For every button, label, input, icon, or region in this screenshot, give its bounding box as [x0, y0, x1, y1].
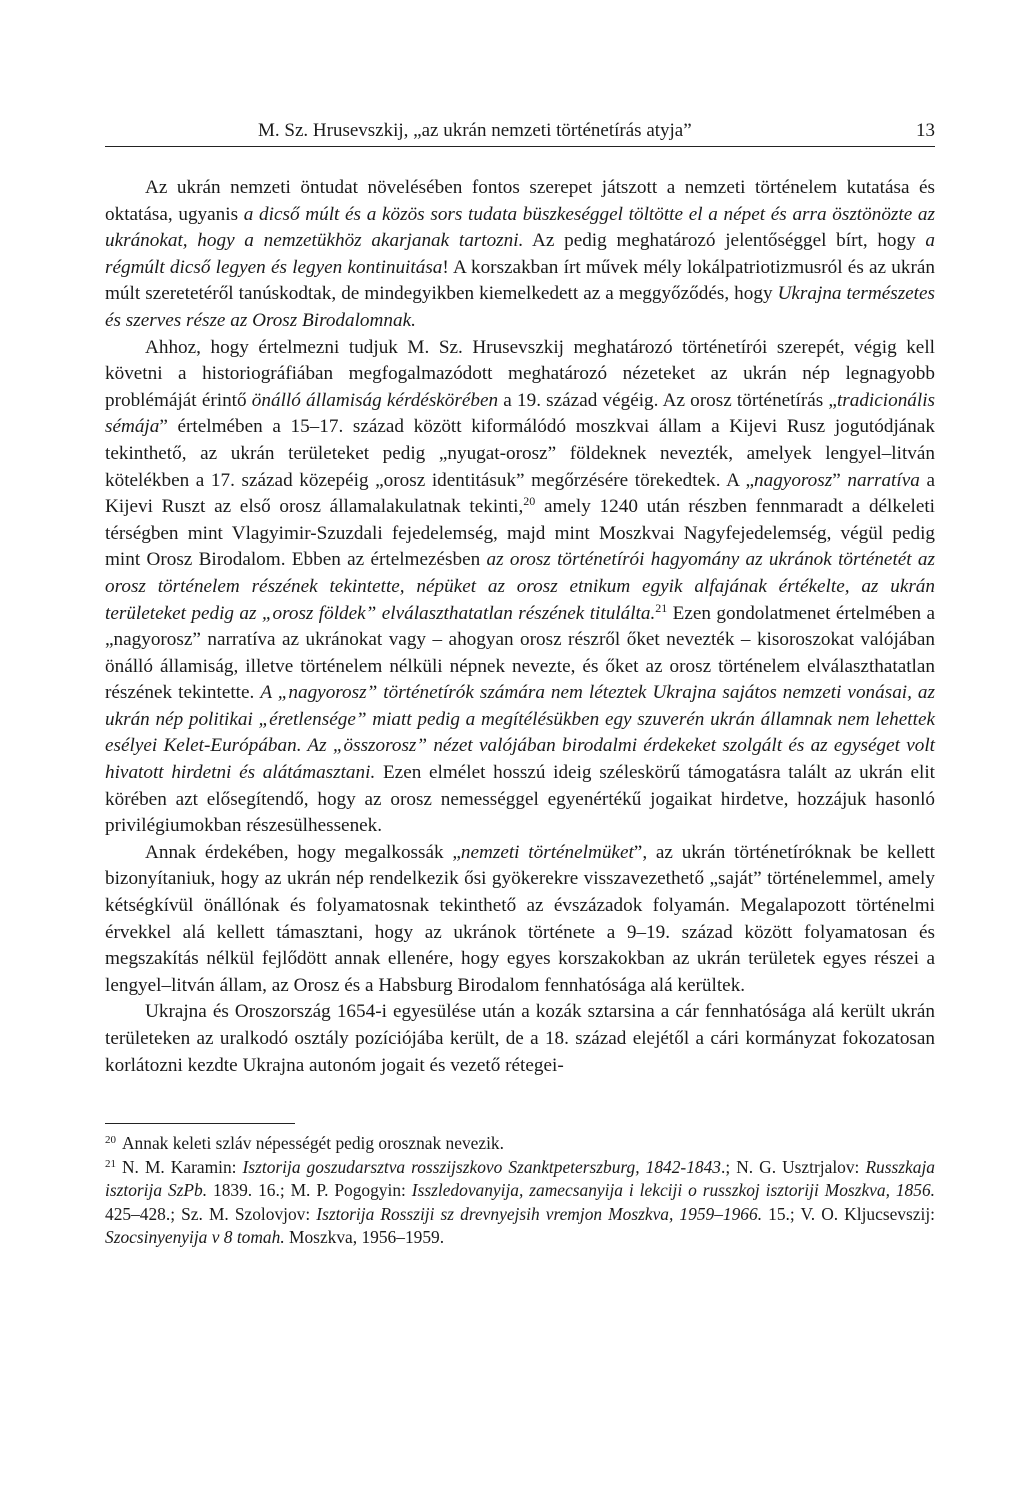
text-run: 1839. 16.; M. P. Pogogyin: — [207, 1180, 412, 1201]
italic-text: Isszledovanyija, zamecsanyija i lekciji o russzkoj isztoriji Moszkva, 1856. — [411, 1180, 935, 1201]
text-run: 425–428.; Sz. M. Szolovjov: — [105, 1203, 317, 1224]
text-run: Ukrajna és Oroszország 1654-i egyesülése után a kozák sztarsina a cár fennhatósága alá került ukrán területeken az uralkodó osztály pozíciójába került, de a 18. század elejétől a cári kormányzat fokozatosan korlátozni kezdte Ukrajna autonóm jogait és vezető rétegei- — [105, 1001, 935, 1076]
italic-text: Szocsinyenyija v 8 tomah. — [105, 1227, 285, 1248]
text-run: a 19. század végéig. Az orosz történetírás „ — [498, 389, 837, 411]
body-text — [105, 175, 935, 1079]
text-run: Az ukrán nemzeti öntudat növelésében fontos szerepet játszott a nemzeti történelem kutatása és oktatása, ugyanis — [105, 177, 935, 225]
text-run: Annak keleti szláv népességét pedig orosznak nevezik. — [122, 1133, 504, 1154]
footnote — [105, 1156, 935, 1250]
italic-text: narratíva — [847, 469, 920, 491]
footnote — [105, 1132, 935, 1156]
footnote-ref: 21 — [655, 600, 668, 615]
text-run: Az pedig meghatározó jelentőséggel bírt, hogy — [523, 230, 926, 252]
text-run: a Kijevi Ruszt az első orosz államalakulatnak tekinti, — [105, 469, 935, 518]
text-run: Annak érdekében, hogy megalkossák „ — [145, 841, 461, 863]
italic-text: tradicionális sémája — [105, 389, 936, 438]
text-run: ” — [832, 469, 848, 491]
footnote-ref: 20 — [523, 494, 536, 509]
text-run: N. M. Karamin: — [122, 1156, 243, 1177]
paragraph — [105, 335, 935, 840]
text-run: ”, az ukrán történetíróknak be kellett bizonyítaniuk, hogy az ukrán nép rendelkezik ősi gyökerekre visszavezethető „saját” történelemmel, amely kétségkívül önállónak és folyamatosnak tekinthető az évszázadok folyamán. Megalapozott történelmi érvekkel alá kellett támasztani, hogy az ukránok története a 9–19. század között folyamatosan és megszakítás nélkül fejlődött annak ellenére, hogy egyes korszakokban az ukrán területek egyes részei a lengyel–litván állam, az Orosz és a Habsburg Birodalom fennhatósága alá kerültek. — [105, 841, 935, 996]
text-run: ! A korszakban írt művek mély lokálpatriotizmusról és az ukrán múlt szeretetéről tanúskodtak, de mindegyikben kiemelkedett az a meggyőződés, hogy — [105, 256, 935, 305]
italic-text: önálló államiság kérdéskörében — [251, 389, 499, 411]
text-run: Ahhoz, hogy értelmezni tudjuk M. Sz. Hrusevszkij meghatározó történetírói szerepét, végig kell követni a historiográfiában megfogalmazódott meghatározó nézeteket az ukrán nép legnagyobb problémáját érintő — [105, 336, 935, 411]
text-run: .; N. G. Usztrjalov: — [720, 1156, 866, 1177]
italic-text: Isztorija goszudarsztva rosszijszkovo Szanktpeterszburg, 1842-1843 — [242, 1156, 721, 1177]
paragraph — [105, 840, 935, 1000]
running-title: M. Sz. Hrusevszkij, „az ukrán nemzeti történetírás atyja” — [258, 120, 692, 141]
paragraph — [105, 175, 935, 335]
book-page — [105, 112, 935, 1250]
italic-text: a régmúlt dicső legyen és legyen kontinuitása — [105, 230, 935, 278]
footnotes — [105, 1132, 935, 1250]
text-run: Ezen elmélet hosszú ideig széleskörű támogatásra talált az ukrán elit körében azt elősegítendő, hogy az orosz nemességgel egyenértékű jogaikat hirdetve, hozzájuk hasonló privilégiumokban részesülhessenek. — [105, 762, 935, 837]
page-number: 13 — [916, 120, 935, 141]
italic-text: a dicső múlt és a közös sors tudata büszkeséggel töltötte el a népet és arra ösztönözte az ukránokat, hogy a nemzetükhöz akarjanak tartozni. — [105, 203, 935, 252]
footnote-ref: 21 — [105, 1157, 116, 1170]
italic-text: nagyorosz — [754, 469, 833, 491]
italic-text: A „nagyorosz” történetírók számára nem léteztek Ukrajna sajátos nemzeti vonásai, az ukrán nép politikai „éretlensége” miatt pedig a megítélésükben egy szuverén ukrán államnak nem lehettek esélyei Kelet-Európában. Az „összorosz” nézet valójában birodalmi érdekeket szolgált és az egységet volt hivatott hirdetni és alátámasztani. — [105, 682, 935, 784]
text-run: amely 1240 után részben fennmaradt a délkeleti térségben mint Vlagyimir-Szuzdali fejedelemség, majd mint Moszkvai Nagyfejedelemség, végül pedig mint Orosz Birodalom. Ebben az értelmezésben — [105, 496, 936, 571]
text-run: 15.; V. O. Kljucsevszij: — [762, 1203, 935, 1224]
paragraph — [105, 999, 935, 1079]
italic-text: az orosz történetírói hagyomány az ukránok történetét az orosz történelem részének tekintette, népüket az orosz etnikum egyik alfajának értékelte, az ukrán területeket pedig az „orosz földek” elválaszthatatlan részének titulálta. — [105, 549, 935, 624]
running-header — [105, 112, 935, 147]
italic-text: Ukrajna természetes és szerves része az Orosz Birodalomnak. — [105, 283, 935, 331]
italic-text: Isztorija Rossziji sz drevnyejsih vremjon Moszkva, 1959–1966. — [316, 1203, 763, 1224]
italic-text: nemzeti történelmüket — [460, 841, 634, 863]
text-run: Moszkva, 1956–1959. — [284, 1227, 445, 1248]
text-run: ” értelmében a 15–17. század között kiformálódó moszkvai állam a Kijevi Rusz jogutódjának tekinthető, az ukrán területeket pedig „nyugat-orosz” földeknek nevezték, amelyek lengyel–litván kötelékben a 17. század közepéig „orosz identitásuk” megőrzésére törekedtek. A „ — [105, 416, 935, 491]
text-run: Ezen gondolatmenet értelmében a „nagyorosz” narratíva az ukránokat vagy – ahogyan orosz részről őket nevezték – kisoroszokat valójában önálló államiság, illetve történelem nélküli népnek nevezte, és őket az orosz történelem elválaszthatatlan részének tekintette. — [105, 602, 935, 704]
footnote-divider — [105, 1123, 295, 1124]
footnote-ref: 20 — [105, 1134, 116, 1147]
italic-text: Russzkaja isztorija SzPb. — [105, 1156, 936, 1201]
